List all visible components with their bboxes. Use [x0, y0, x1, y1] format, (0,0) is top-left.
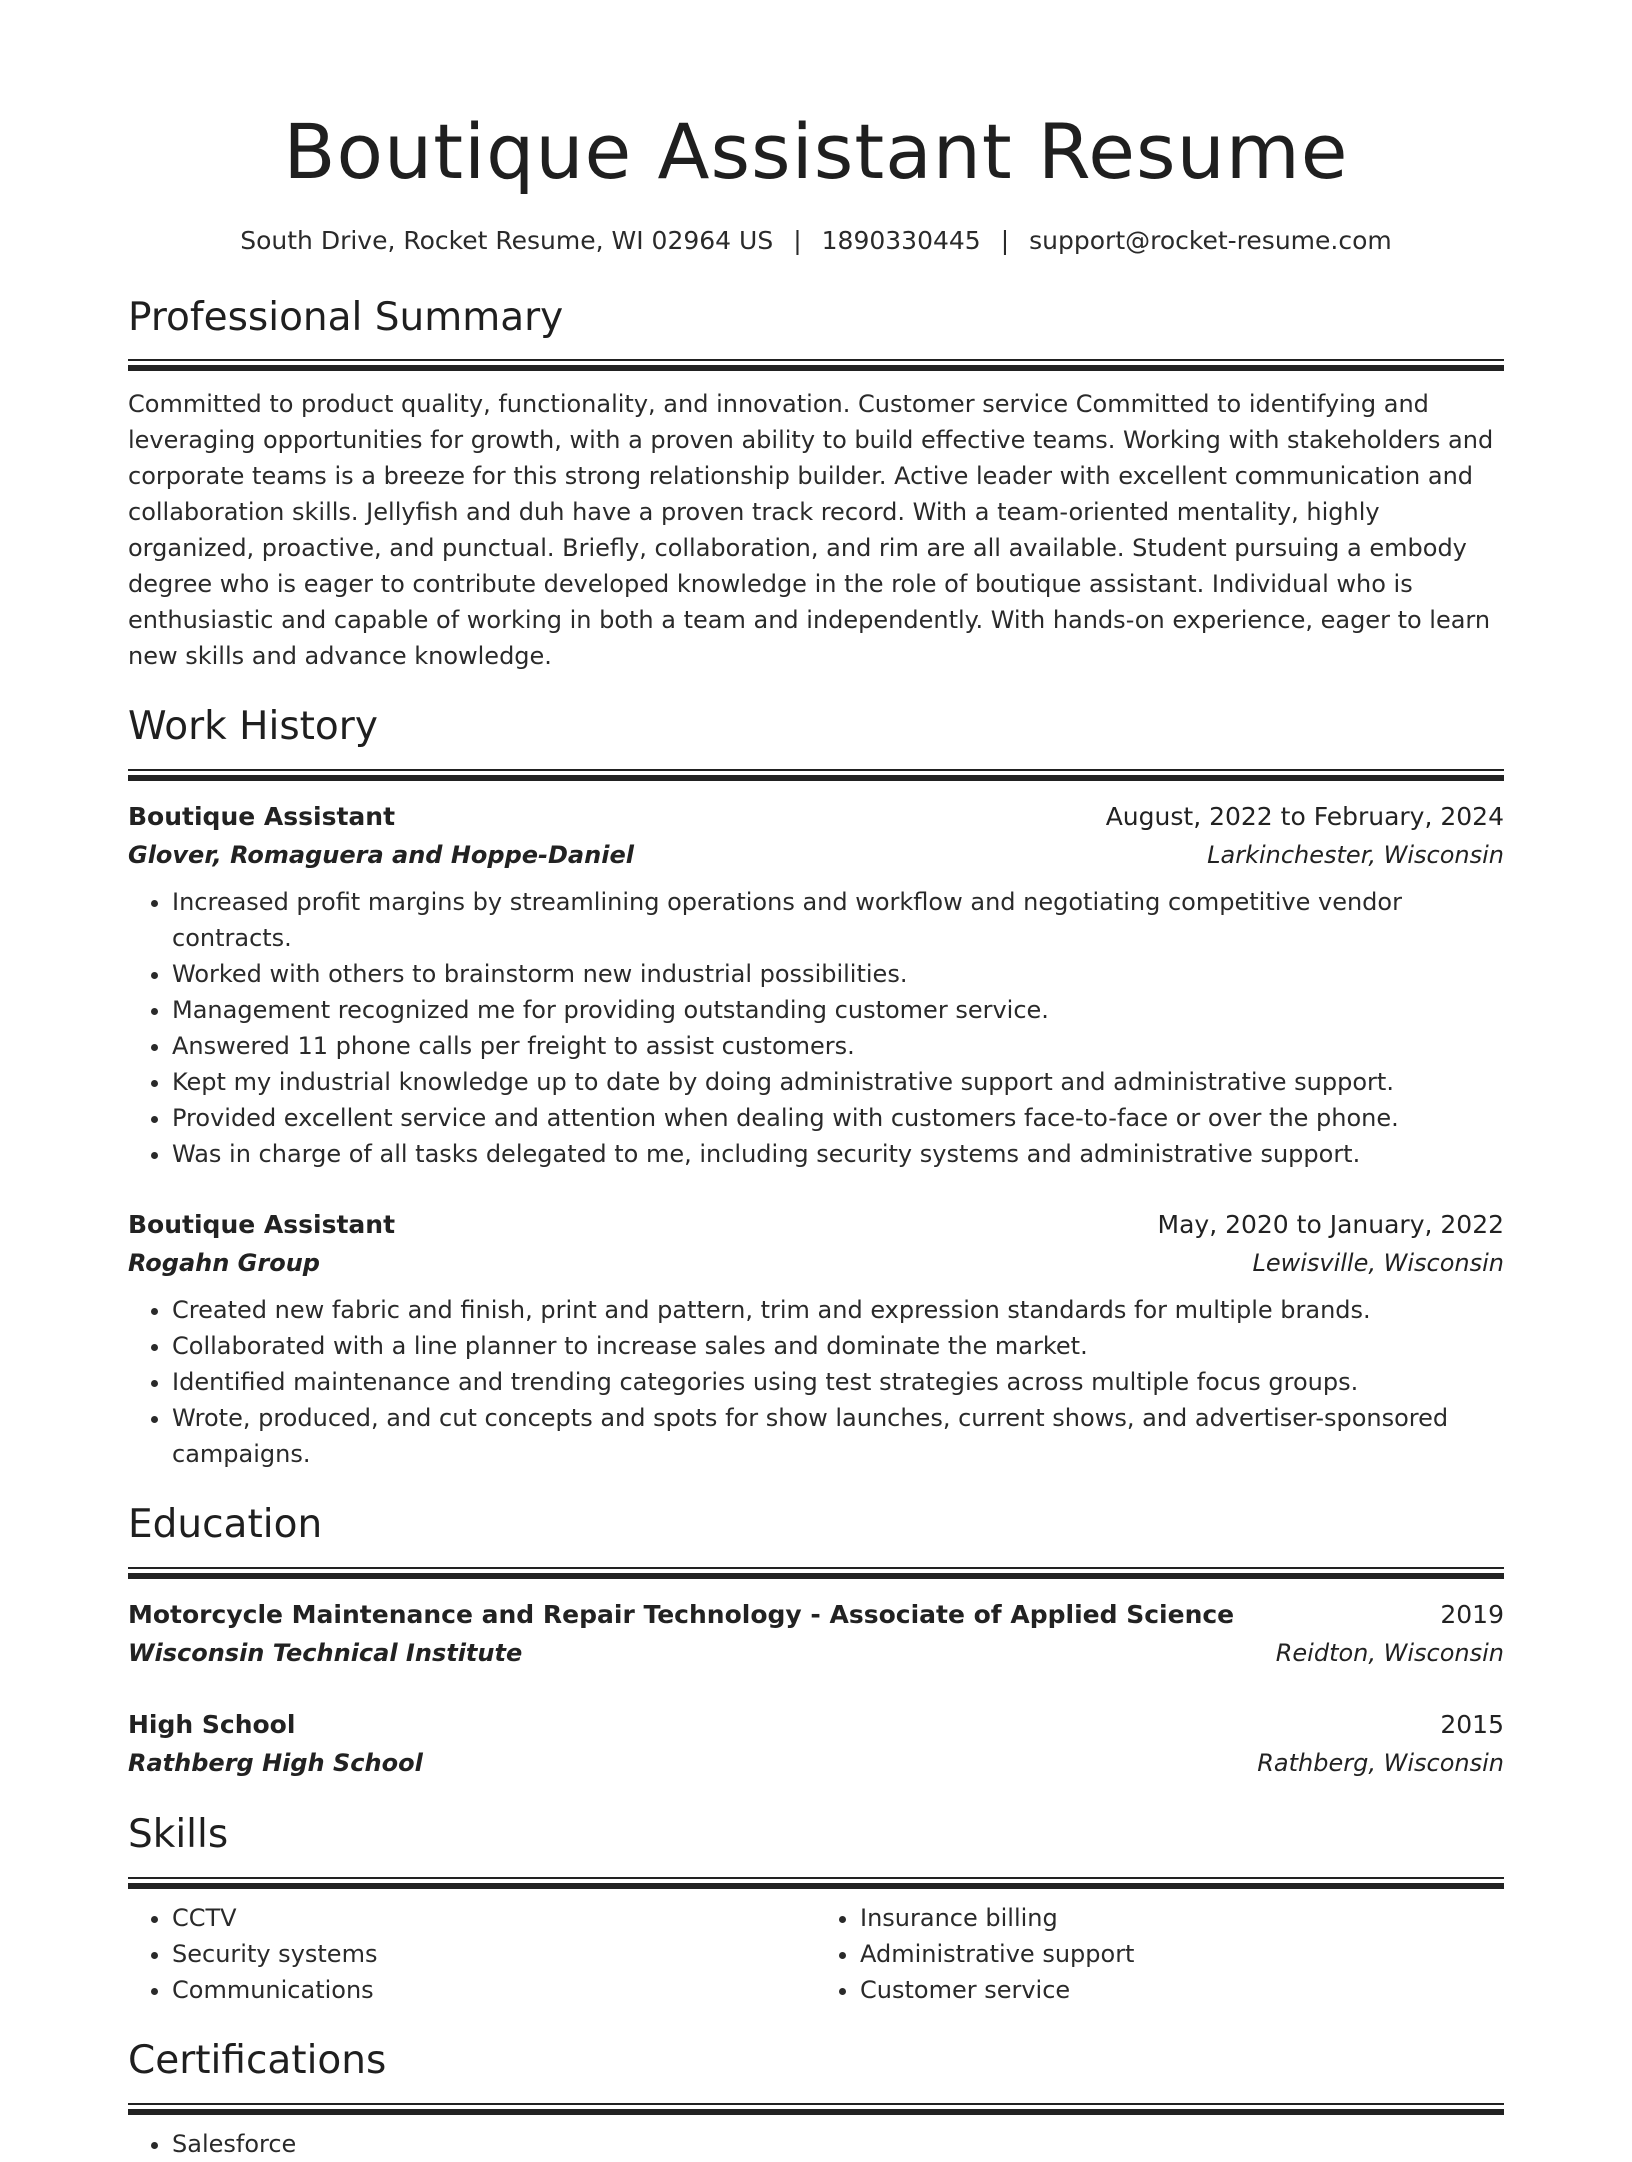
- job-location: Larkinchester, Wisconsin: [1207, 841, 1504, 870]
- page-title: Boutique Assistant Resume: [283, 107, 1349, 196]
- job-company: Rogahn Group: [128, 1249, 320, 1278]
- job-dates: August, 2022 to February, 2024: [1105, 802, 1504, 832]
- list-item: • CCTV: [172, 1900, 816, 1936]
- job-company: Glover, Romaguera and Hoppe-Daniel: [128, 841, 634, 870]
- section-divider: [128, 359, 1504, 372]
- list-item: • Collaborated with a line planner to increase sales and dominate the market.: [172, 1328, 1504, 1364]
- degree-name: High School: [128, 1709, 296, 1739]
- contact-phone: 1890330445: [821, 225, 981, 255]
- job-bullets: [128, 884, 1504, 1172]
- list-item: • Identified maintenance and trending categories using test strategies across multiple focus groups.: [172, 1364, 1504, 1400]
- list-item: • Provided excellent service and attention when dealing with customers face-to-face or over the phone.: [172, 1100, 1504, 1136]
- list-item: • Answered 11 phone calls per freight to assist customers.: [172, 1028, 1504, 1064]
- section-divider: [128, 2103, 1504, 2116]
- job-entry: [128, 798, 1504, 1172]
- contact-address: South Drive, Rocket Resume, WI 02964 US: [240, 225, 774, 255]
- education-entry: [128, 1706, 1504, 1782]
- degree-name: Motorcycle Maintenance and Repair Technology - Associate of Applied Science: [128, 1599, 1235, 1629]
- list-item: • Increased profit margins by streamlining operations and workflow and negotiating competitive vendor contracts.: [172, 884, 1504, 956]
- skills-list-left: [128, 1900, 816, 2008]
- list-item: • Management recognized me for providing outstanding customer service.: [172, 992, 1504, 1028]
- list-item: • Insurance billing: [860, 1900, 1504, 1936]
- list-item: • Communications: [172, 1972, 816, 2008]
- skills-section: [128, 1812, 1504, 2008]
- job-entry: [128, 1206, 1504, 1472]
- list-item: • Wrote, produced, and cut concepts and spots for show launches, current shows, and advertiser-sponsored campaigns.: [172, 1400, 1504, 1472]
- job-location: Lewisville, Wisconsin: [1252, 1249, 1504, 1278]
- job-bullets: [128, 1292, 1504, 1472]
- section-heading: Certifications: [128, 2037, 387, 2083]
- job-dates: May, 2020 to January, 2022: [1157, 1210, 1504, 1240]
- contact-email: support@rocket-resume.com: [1029, 225, 1392, 255]
- list-item: • Administrative support: [860, 1936, 1504, 1972]
- section-divider: [128, 1877, 1504, 1890]
- section-heading: Work History: [128, 704, 378, 750]
- certifications-list: [128, 2126, 1504, 2162]
- school-name: Rathberg High School: [128, 1748, 423, 1777]
- section-divider: [128, 1567, 1504, 1580]
- list-item: • Security systems: [172, 1936, 816, 1972]
- skills-columns: [128, 1900, 1504, 2008]
- contact-separator: |: [793, 225, 802, 255]
- list-item: • Was in charge of all tasks delegated to me, including security systems and administrative support.: [172, 1136, 1504, 1172]
- school-location: Reidton, Wisconsin: [1275, 1638, 1504, 1667]
- education-section: [128, 1502, 1504, 1782]
- section-heading: Skills: [128, 1811, 229, 1857]
- list-item: • Customer service: [860, 1972, 1504, 2008]
- work-history-section: [128, 704, 1504, 1472]
- school-name: Wisconsin Technical Institute: [128, 1638, 523, 1667]
- job-title: Boutique Assistant: [128, 1210, 396, 1240]
- job-title: Boutique Assistant: [128, 802, 396, 832]
- section-heading: Professional Summary: [128, 294, 564, 340]
- list-item: • Kept my industrial knowledge up to date by doing administrative support and administrative support.: [172, 1064, 1504, 1100]
- list-item: • Created new fabric and finish, print and pattern, trim and expression standards for multiple brands.: [172, 1292, 1504, 1328]
- list-item: • Salesforce: [172, 2126, 1504, 2162]
- section-divider: [128, 769, 1504, 782]
- degree-year: 2015: [1440, 1709, 1504, 1739]
- summary-text: Committed to product quality, functionality, and innovation. Customer service Committed to identifying and leveraging opportunities for growth, with a proven ability to build effective teams. Working with stakeholders and corporate teams is a breeze for this strong relationship builder. Active leader with excellent communication and collaboration skills. Jellyfish and duh have a proven track record. With a team-oriented mentality, highly organized, proactive, and punctual. Briefly, collaboration, and rim are all available. Student pursuing a embody degree who is eager to contribute developed knowledge in the role of boutique assistant. Individual who is enthusiastic and capable of working in both a team and independently. With hands-on experience, eager to learn new skills and advance knowledge.: [128, 390, 1494, 671]
- certifications-section: [128, 2038, 1504, 2162]
- education-entry: [128, 1596, 1504, 1672]
- contact-separator: |: [1000, 225, 1010, 255]
- degree-year: 2019: [1440, 1599, 1504, 1629]
- section-heading: Education: [128, 1502, 323, 1548]
- summary-section: [128, 295, 1504, 675]
- school-location: Rathberg, Wisconsin: [1257, 1748, 1504, 1777]
- list-item: • Worked with others to brainstorm new industrial possibilities.: [172, 956, 1504, 992]
- skills-list-right: [816, 1900, 1504, 2008]
- contact-line: [128, 226, 1504, 255]
